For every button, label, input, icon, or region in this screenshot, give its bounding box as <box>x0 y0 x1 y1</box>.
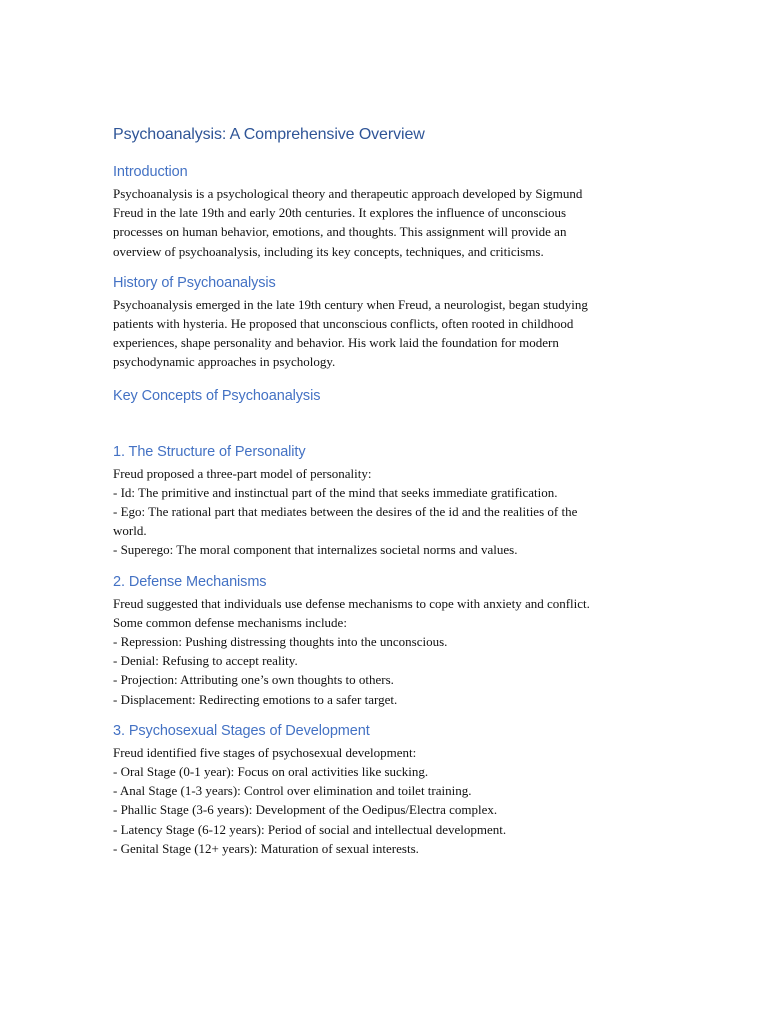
heading-introduction: Introduction <box>113 164 188 180</box>
list-item: - Anal Stage (1-3 years): Control over elimination and toilet training. <box>113 783 472 799</box>
paragraph-line: Freud identified five stages of psychosexual development: <box>113 744 417 760</box>
list-item: - Projection: Attributing one’s own thoughts to others. <box>113 672 394 688</box>
heading-structure-of-personality: 1. The Structure of Personality <box>113 443 306 460</box>
list-item: - Oral Stage (0-1 year): Focus on oral activities like sucking. <box>113 764 429 780</box>
paragraph-line: overview of psychoanalysis, including its key concepts, techniques, and criticisms. <box>113 243 544 259</box>
heading-key-concepts: Key Concepts of Psychoanalysis <box>113 387 321 404</box>
document-title: Psychoanalysis: A Comprehensive Overview <box>113 126 425 143</box>
list-item: - Latency Stage (6-12 years): Period of social and intellectual development. <box>113 821 507 837</box>
list-item: - Ego: The rational part that mediates between the desires of the id and the realities of the <box>113 504 578 520</box>
paragraph-history <box>113 295 658 372</box>
heading-defense-mechanisms: 2. Defense Mechanisms <box>113 573 267 590</box>
paragraph-structure-of-personality <box>113 464 658 560</box>
paragraph-line: patients with hysteria. He proposed that unconscious conflicts, often rooted in childhood <box>113 316 574 332</box>
paragraph-psychosexual-stages <box>113 743 658 858</box>
paragraph-line: Psychoanalysis emerged in the late 19th century when Freud, a neurologist, began studying <box>113 296 588 312</box>
list-item: - Genital Stage (12+ years): Maturation of sexual interests. <box>113 840 419 856</box>
document-body <box>113 124 658 858</box>
paragraph-line: experiences, shape personality and behavior. His work laid the foundation for modern <box>113 335 559 351</box>
paragraph-line: Some common defense mechanisms include: <box>113 614 347 630</box>
paragraph-introduction <box>113 184 658 261</box>
list-item: - Displacement: Redirecting emotions to a safer target. <box>113 691 398 707</box>
paragraph-line: psychodynamic approaches in psychology. <box>113 354 336 370</box>
list-item: - Id: The primitive and instinctual part of the mind that seeks immediate gratification. <box>113 484 558 500</box>
heading-history: History of Psychoanalysis <box>113 274 276 291</box>
paragraph-line: Freud suggested that individuals use defense mechanisms to cope with anxiety and conflict. <box>113 595 590 611</box>
heading-psychosexual-stages: 3. Psychosexual Stages of Development <box>113 722 370 739</box>
list-item: - Denial: Refusing to accept reality. <box>113 653 298 669</box>
paragraph-line: processes on human behavior, emotions, and thoughts. This assignment will provide an <box>113 224 567 240</box>
list-item: - Repression: Pushing distressing thoughts into the unconscious. <box>113 634 448 650</box>
list-item-continuation: world. <box>113 523 147 539</box>
paragraph-line: Freud in the late 19th and early 20th centuries. It explores the influence of unconscious <box>113 205 567 221</box>
paragraph-defense-mechanisms <box>113 594 658 709</box>
paragraph-line: Freud proposed a three-part model of personality: <box>113 465 372 481</box>
list-item: - Phallic Stage (3-6 years): Development of the Oedipus/Electra complex. <box>113 802 498 818</box>
paragraph-line: Psychoanalysis is a psychological theory and therapeutic approach developed by Sigmund <box>113 186 583 201</box>
list-item: - Superego: The moral component that internalizes societal norms and values. <box>113 542 518 558</box>
